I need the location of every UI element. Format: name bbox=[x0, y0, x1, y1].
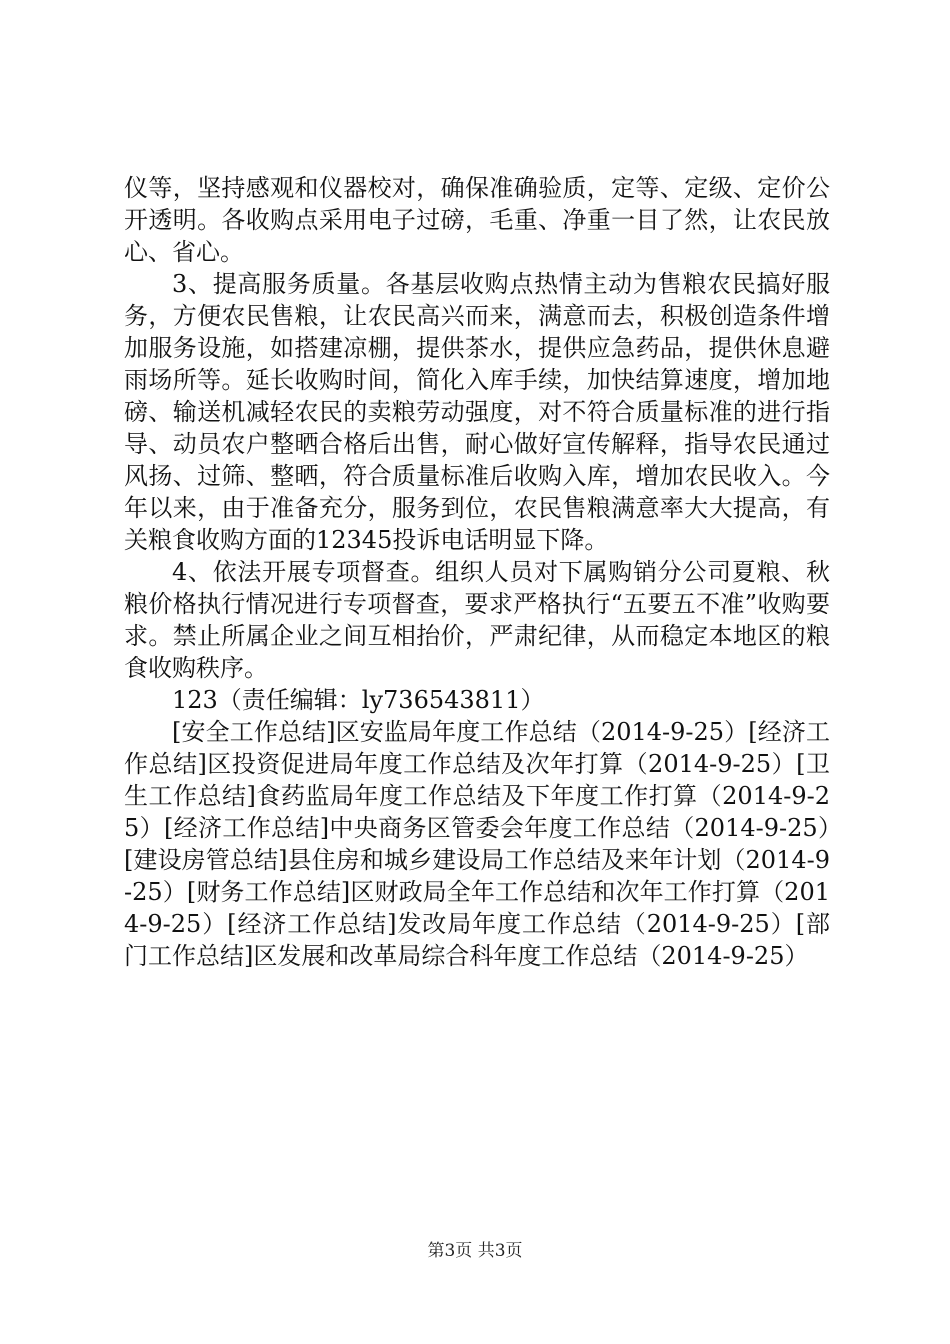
document-body bbox=[124, 172, 830, 972]
paragraph-service-quality: 3、提高服务质量。各基层收购点热情主动为售粮农民搞好服务，方便农民售粮，让农民高兴而来，满意而去，积极创造条件增加服务设施，如搭建凉棚，提供茶水，提供应急药品，提供休息避雨场所等。延长收购时间，简化入库手续，加快结算速度，增加地磅、输送机减轻农民的卖粮劳动强度，对不符合质量标准的进行指导、动员农户整晒合格后出售，耐心做好宣传解释，指导农民通过风扬、过筛、整晒，符合质量标准后收购入库，增加农民收入。今年以来，由于准备充分，服务到位，农民售粮满意率大大提高，有关粮食收购方面的12345投诉电话明显下降。 bbox=[124, 270, 830, 554]
paragraph-editor-note: 123（责任编辑：ly736543811） bbox=[172, 686, 545, 714]
paragraph-special-inspection: 4、依法开展专项督查。组织人员对下属购销分公司夏粮、秋粮价格执行情况进行专项督查，要求严格执行“五要五不准”收购要求。禁止所属企业之间互相抬价，严肃纪律，从而稳定本地区的粮食收购秩序。 bbox=[124, 558, 830, 682]
page-number-footer: 第3页 共3页 bbox=[427, 1241, 523, 1261]
paragraph-related-articles: [安全工作总结]区安监局年度工作总结（2014-9-25）[经济工作总结]区投资促进局年度工作总结及次年打算（2014-9-25）[卫生工作总结]食药监局年度工作总结及下年度工作打算（2014-9-25）[经济工作总结]中央商务区管委会年度工作总结（2014-9-25）[建设房管总结]县住房和城乡建设局工作总结及来年计划（2014-9-25）[财务工作总结]区财政局全年工作总结和次年工作打算（2014-9-25）[经济工作总结]发改局年度工作总结（2014-9-25）[部门工作总结]区发展和改革局综合科年度工作总结（2014-9-25） bbox=[124, 718, 830, 970]
paragraph-continuation: 仪等，坚持感观和仪器校对，确保准确验质，定等、定级、定价公开透明。各收购点采用电子过磅，毛重、净重一目了然，让农民放心、省心。 bbox=[124, 174, 830, 266]
